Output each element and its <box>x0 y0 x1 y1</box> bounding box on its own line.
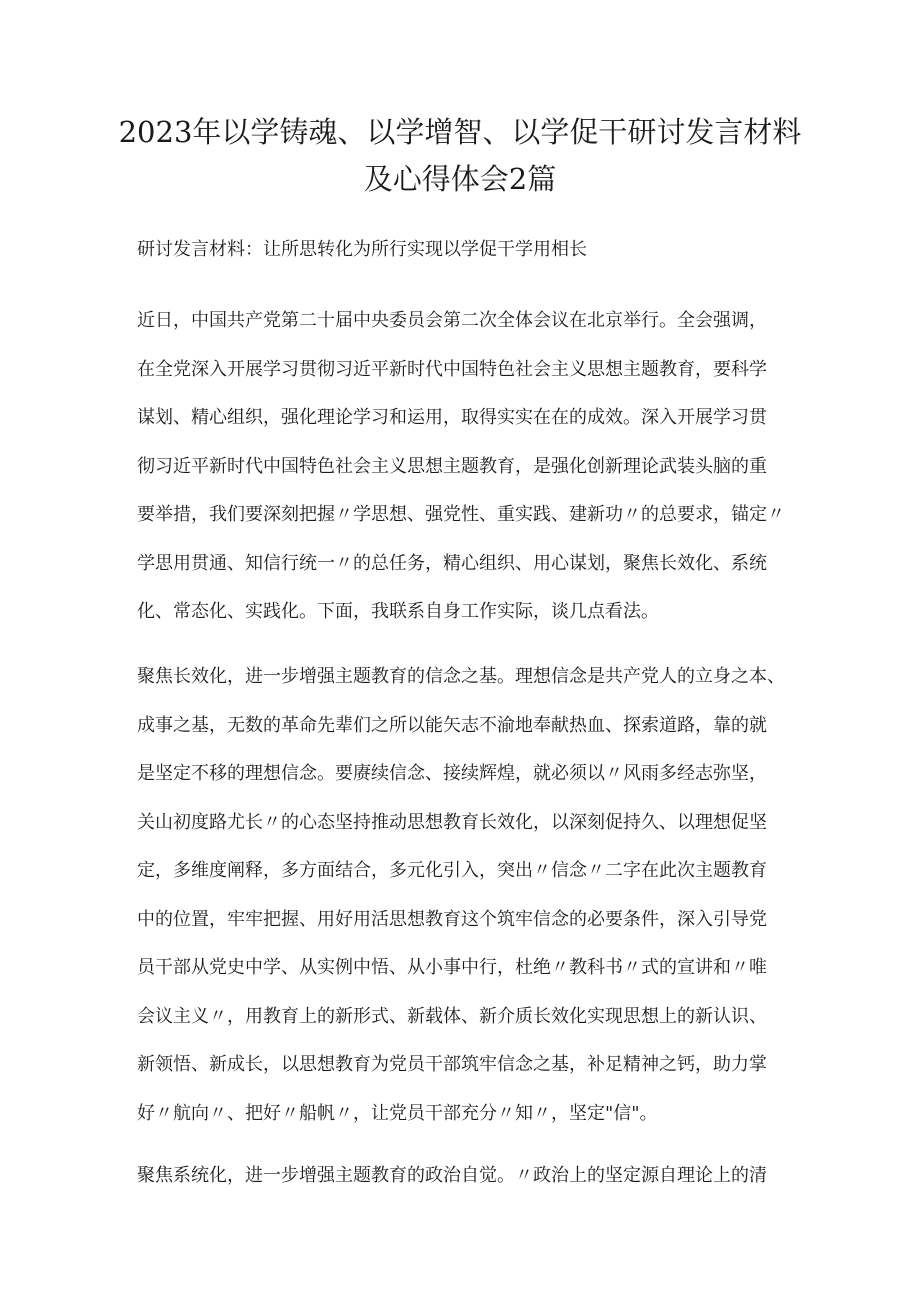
text-line: 化、常态化、实践化。下面，我联系自身工作实际，谈几点看法。 <box>137 601 659 622</box>
text-line: 定，多维度阐释，多方面结合，多元化引入，突出〃信念〃二字在此次主题教育 <box>137 860 767 881</box>
text-line: 成事之基，无数的革命先辈们之所以能矢志不渝地奉献热血、探索道路，靠的就 <box>137 714 767 736</box>
section-subheading: 研讨发言材料：让所思转化为所行实现以学促干学用相长 <box>137 239 587 260</box>
text-line: 员干部从党史中学、从实例中悟、从小事中行，杜绝〃教科书〃式的宣讲和〃唯 <box>137 957 767 978</box>
text-line: 新领悟、新成长，以思想教育为党员干部筑牢信念之基，补足精神之钙，助力掌 <box>137 1054 767 1075</box>
paragraph-3 <box>137 1152 797 1201</box>
text-line: 聚焦长效化，进一步增强主题教育的信念之基。理想信念是共产党人的立身之本、 <box>137 666 785 687</box>
text-line: 彻习近平新时代中国特色社会主义思想主题教育，是强化创新理论武装头脑的重 <box>137 455 767 477</box>
text-line: 在全党深入开展学习贯彻习近平新时代中国特色社会主义思想主题教育，要科学 <box>137 358 767 380</box>
text-line: 中的位置，牢牢把握、用好用活思想教育这个筑牢信念的必要条件，深入引导党 <box>137 908 767 930</box>
text-line: 好〃航向〃、把好〃船帆〃，让党员干部充分〃知〃，坚定"信"。 <box>137 1102 658 1124</box>
text-line: 近日，中国共产党第二十届中央委员会第二次全体会议在北京举行。全会强调， <box>137 310 767 331</box>
text-line: 聚焦系统化，进一步增强主题教育的政治自觉。〃政治上的坚定源自理论上的清 <box>137 1165 767 1186</box>
text-line: 要举措，我们要深刻把握〃学思想、强党性、重实践、建新功〃的总要求，锚定〃 <box>137 504 785 525</box>
document-title-line-1: 2023年以学铸魂、以学增智、以学促干研讨发言材料 <box>118 115 802 149</box>
text-line: 关山初度路尤长〃的心态坚持推动思想教育长效化，以深刻促持久、以理想促坚 <box>137 811 767 833</box>
paragraph-2 <box>137 653 797 1138</box>
text-line: 是坚定不移的理想信念。要赓续信念、接续辉煌，就必须以〃风雨多经志弥坚， <box>137 763 767 784</box>
document-title-line-2: 及心得体会2篇 <box>363 162 557 196</box>
text-line: 学思用贯通、知信行统一〃的总任务，精心组织、用心谋划，聚焦长效化、系统 <box>137 552 767 574</box>
text-line: 会议主义〃，用教育上的新形式、新载体、新介质长效化实现思想上的新认识、 <box>137 1005 767 1027</box>
text-line: 谋划、精心组织，强化理论学习和运用，取得实实在在的成效。深入开展学习贯 <box>137 407 767 428</box>
paragraph-1 <box>137 297 797 637</box>
